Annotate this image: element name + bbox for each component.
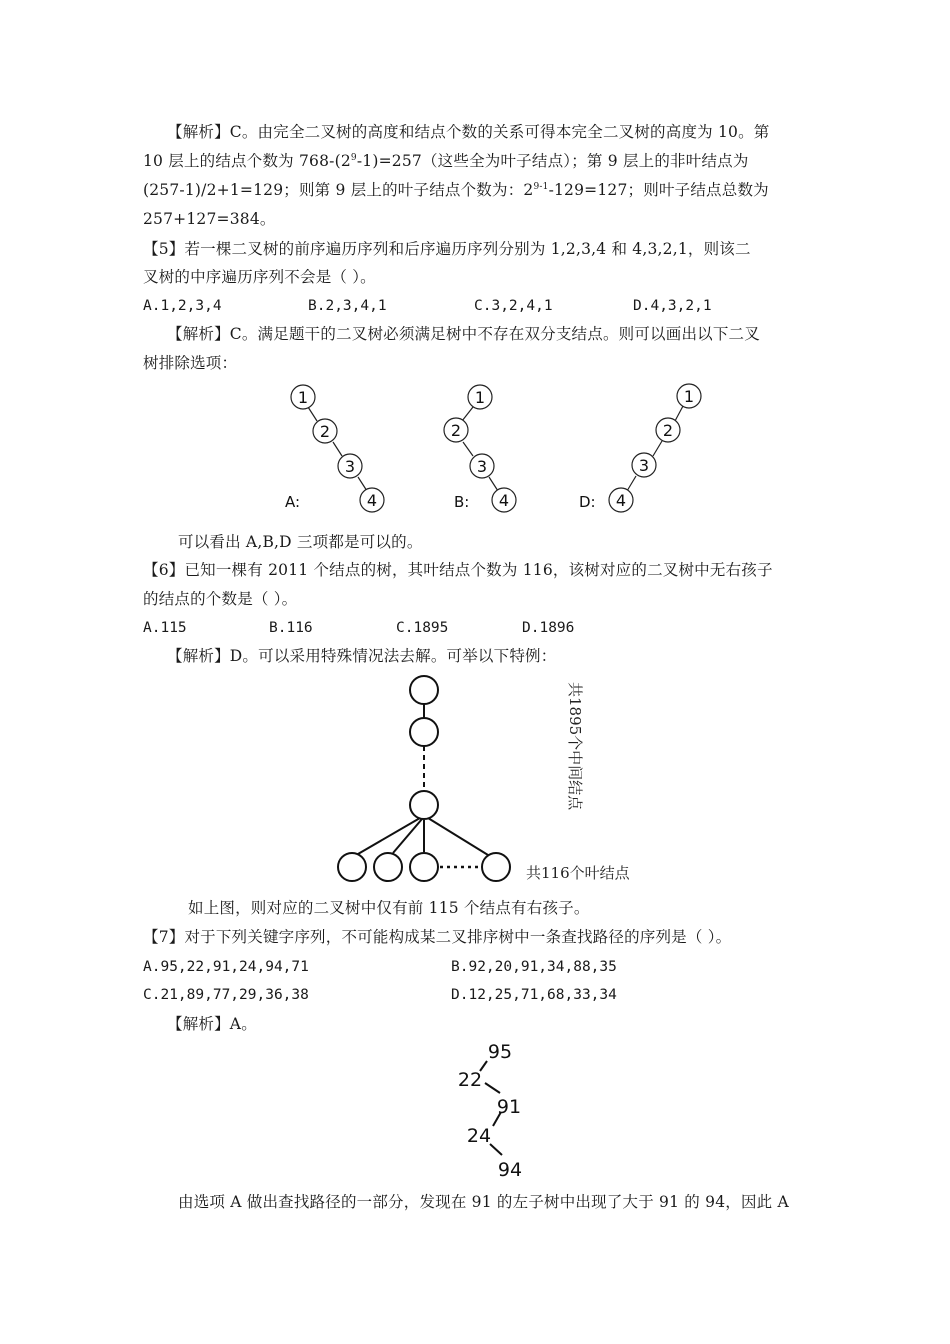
- q6-side-label: 共1895个中间结点: [566, 682, 584, 811]
- path-node-95: 95: [487, 1041, 513, 1063]
- q5-option-a: A.1,2,3,4: [143, 298, 222, 314]
- q5-analysis-line1: 【解析】C。满足题干的二叉树必须满足树中不存在双分支结点。则可以画出以下二叉: [167, 325, 760, 343]
- q5-option-c: C.3,2,4,1: [474, 298, 553, 314]
- para1-line2: 10 层上的结点个数为 $768-(2^9-1)=257$（这些全为叶子结点）；第 9 层上的非叶结点为: [143, 152, 749, 170]
- q5-trees-diagram: [270, 378, 720, 518]
- para1-line4: 257+127=384。: [143, 210, 276, 228]
- q7-option-a: A.95,22,91,24,94,71: [143, 959, 309, 975]
- path-node-91: 91: [496, 1096, 522, 1118]
- tree-b-node-4: 4: [498, 491, 510, 510]
- q6-option-b: B.116: [269, 620, 313, 636]
- tree-d-node-2: 2: [662, 421, 674, 440]
- tree-a-label: A:: [285, 493, 301, 511]
- q7-line1: 【7】对于下列关键字序列，不可能构成某二叉排序树中一条查找路径的序列是（ ）。: [143, 928, 732, 946]
- tree-d-label: D:: [579, 493, 596, 511]
- q6-option-c: C.1895: [396, 620, 449, 636]
- tree-b-label: B:: [454, 493, 470, 511]
- tree-b-node-1: 1: [474, 388, 486, 407]
- q6-option-d: D.1896: [522, 620, 575, 636]
- path-node-24: 24: [466, 1125, 492, 1147]
- q6-leaf-label: 共116个叶结点: [526, 864, 630, 882]
- tree-b-node-2: 2: [450, 421, 462, 440]
- q7-analysis: 【解析】A。: [167, 1015, 257, 1033]
- q7-path-diagram: [440, 1036, 560, 1186]
- para1-line1: 【解析】C。由完全二叉树的高度和结点个数的关系可得本完全二叉树的高度为 10。第: [167, 123, 770, 141]
- path-node-22: 22: [457, 1069, 483, 1091]
- q7-option-c: C.21,89,77,29,36,38: [143, 987, 309, 1003]
- q6-option-a: A.115: [143, 620, 187, 636]
- q6-line2: 的结点的个数是（ ）。: [143, 590, 298, 608]
- q5-option-d: D.4,3,2,1: [633, 298, 712, 314]
- q6-line1: 【6】已知一棵有 2011 个结点的树，其叶结点个数为 116，该树对应的二叉树中无右孩子: [143, 561, 773, 579]
- para1-line3: (257-1)/2+1=129；则第 9 层上的叶子结点个数为：$2^{9-1}-129=127$；则叶子结点总数为: [143, 181, 769, 199]
- tree-a-node-3: 3: [344, 457, 356, 476]
- q5-analysis-line2: 树排除选项：: [143, 354, 238, 372]
- tree-a-node-2: 2: [319, 422, 331, 441]
- path-node-94: 94: [497, 1159, 523, 1181]
- q6-analysis: 【解析】D。可以采用特殊情况法去解。可举以下特例：: [167, 647, 557, 665]
- q5-conclusion: 可以看出 A,B,D 三项都是可以的。: [178, 533, 423, 551]
- q5-option-b: B.2,3,4,1: [308, 298, 387, 314]
- q5-line2: 叉树的中序遍历序列不会是（ ）。: [143, 268, 376, 286]
- q6-conclusion: 如上图，则对应的二叉树中仅有前 115 个结点有右孩子。: [188, 899, 590, 917]
- tree-b-node-3: 3: [476, 457, 488, 476]
- tree-d-node-3: 3: [638, 456, 650, 475]
- tree-a-node-4: 4: [366, 491, 378, 510]
- q7-conclusion: 由选项 A 做出查找路径的一部分，发现在 91 的左子树中出现了大于 91 的 94，因此 A: [178, 1193, 789, 1211]
- tree-d-node-4: 4: [615, 491, 627, 510]
- tree-a-node-1: 1: [297, 388, 309, 407]
- q5-line1: 【5】若一棵二叉树的前序遍历序列和后序遍历序列分别为 1,2,3,4 和 4,3,2,1，则该二: [143, 240, 751, 258]
- q7-option-b: B.92,20,91,34,88,35: [451, 959, 617, 975]
- q7-option-d: D.12,25,71,68,33,34: [451, 987, 617, 1003]
- tree-d-node-1: 1: [683, 387, 695, 406]
- q6-tree-diagram: [330, 672, 660, 887]
